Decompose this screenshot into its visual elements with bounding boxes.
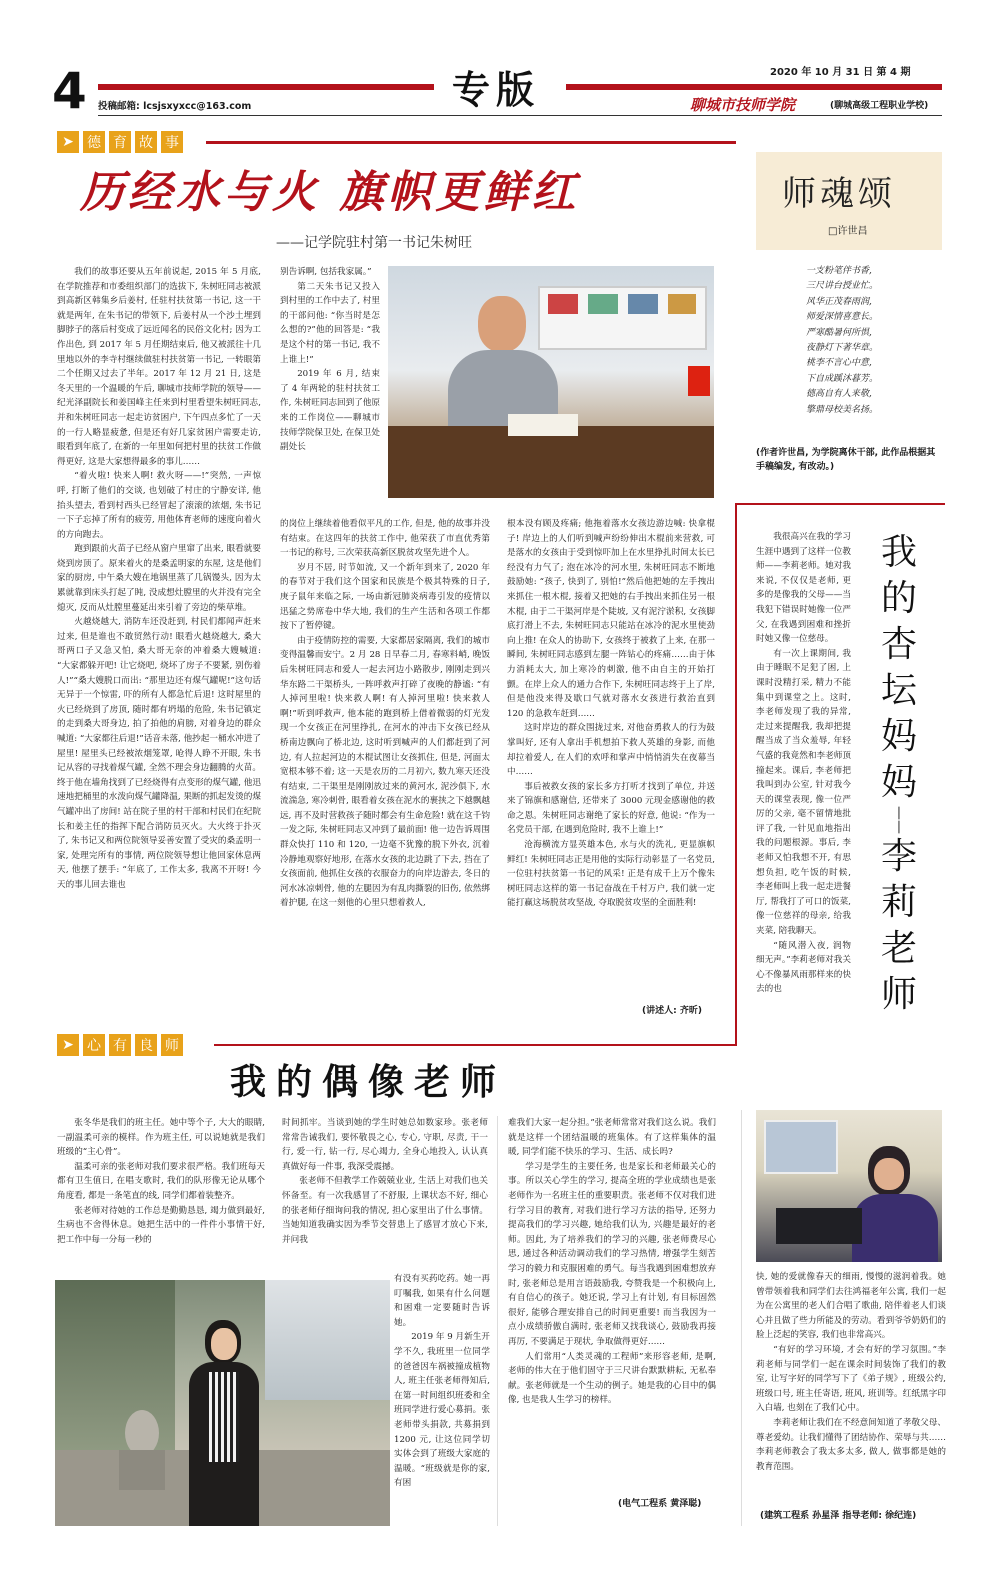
paragraph: 时间抓牢。当谈到她的学生时她总如数家珍。张老师常常告诫我们, 要怀敬畏之心, 专心, 守职, 尽责, 干一行, 爱一行, 钻一行, 尽心竭力, 全身心地投入, 认认真真做好每一件事, 我深受震撼。 bbox=[282, 1118, 488, 1172]
paragraph: 火越烧越大, 消防车还没赶到, 村民们都闻声赶来过来, 但是谁也不敢贸然行动! 眼看火越烧越大, 桑大哥两口子又急又怕, 桑大哥无奈的冲着桑大嫂喊道: “大家都躲开吧! 让它烧吧, 烧坏了房子不要紧, 别伤着人!”“桑大嫂脱口而出: “那里边还有煤气罐呢!”这句话无异于一个惊雷, 吓的所有人都急忙后退! 这时屋里的火已经烧到了房顶, 随时都有坍塌的危险, 朱书记镇定的走到桑大哥身边, 拍了拍他的肩膀, 对着身边的群众喊道: “大家都往后退!”话音未落, 他抄起一桶水冲进了屋里! 屋里头已经被浓烟笼罩, 呛得人睁不开眼, 朱书记从容的寻找着煤气罐, 全然不理会身边翻腾的火苗。终于他在墙角找到了已经烧得有点变形的煤气罐, 他迅速地把桶里的水泼向煤气罐降温, 果断的抓起发烫的煤气罐冲出了房间! 站在院子里的村干部和村民们在纪院长和姜主任的指挥下配合消防员灭火。大火终于扑灭了, 朱书记又和两位院领导妥善安置了受灾的桑孟明一家, 处理完所有的事情, 两位院领导想让他回家休息两天, 他摆了摆手: “年底了, 工作太多, 我离不开呀! 今天的事儿回去谁也 bbox=[57, 617, 261, 890]
article-subtitle: ——记学院驻村第一书记朱树旺 bbox=[276, 235, 472, 251]
paragraph: 张老师不但教学工作兢兢业业, 生活上对我们也关怀备至。有一次我感冒了不舒服, 上课状态不好, 细心的张老师仔细询问我的情况, 担心家里出了什么事情。当她知道我确实因为季节交替患上了感冒才放心下来, 并问我 bbox=[282, 1176, 488, 1245]
teacher-li-col bbox=[756, 530, 851, 1100]
poem-line: 擎鼎母校美名扬。 bbox=[806, 404, 879, 415]
paragraph: 2019 年 6 月, 结束了 4 年两轮的驻村扶贫工作, 朱树旺同志回到了他原来的工作岗位——聊城市技师学院保卫处, 在保卫处副处长 bbox=[280, 369, 380, 453]
photo-teacher-zhang bbox=[55, 1280, 390, 1526]
paragraph: 根本没有顾及疼痛; 他拖着落水女孩边游边喊: 快拿棍子! 岸边上的人们听到喊声纷纷伸出木棍前来营救, 可是落水的女孩由于受到惊吓加上在水里挣扎时间太长已经没有力气了; 泡在冰冷的河水里, 朱树旺同志不断地鼓励她: “孩子, 快到了, 别怕!”然后他把她的左手拽出来抓住一根木棍, 接着又把她的右手拽出来抓住另一根木棍, 由于二干渠河岸是个陡坡, 又有泥泞淤积, 女孩脚底打滑上不去, 朱树旺同志只能站在冰冷的泥水里使劲向上推! 在众人的协助下, 女孩终于被救了上来, 在那一瞬间, 朱树旺同志感到左腿一阵钻心的疼痛……由于体力消耗太大, 加上寒冷的刺激, 他不由自主的开始打颤。在岸上众人的通力合作下, 朱树旺同志终于上了岸, 但是他没来得及歇口气就对落水女孩进行救治直到 120 的急救车赶到…… bbox=[507, 519, 715, 719]
article-col-1 bbox=[57, 265, 261, 1017]
tag-char: 故 bbox=[135, 131, 157, 153]
poem-line: 风华正茂春雨润, bbox=[806, 296, 872, 307]
divider-section-2 bbox=[497, 1116, 498, 1526]
idol-byline: (电气工程系 黄泽聪) bbox=[618, 1499, 702, 1509]
page-title: 专版 bbox=[452, 68, 541, 112]
tag-char: 师 bbox=[161, 1034, 183, 1056]
photo-teacher-li bbox=[756, 1110, 942, 1262]
paragraph: 有一次上课期间, 我由于睡眠不足犯了困, 上课时没精打采, 精力不能集中到课堂之上。这时, 李老师发现了我的异常, 走过来提醒我, 我却把提醒当成了当众羞辱, 年轻气盛的我竟然和李老师顶撞起来。课后, 李老师把我叫到办公室, 针对我今天的课堂表现, 像一位严厉的父亲, 毫不留情地批评了我, 一针见血地指出我的问题根源。事后, 李老师又怕我想不开, 有思想负担, 吃午饭的时候, 李老师叫上我一起走进餐厅, 帮我打了可口的饭菜, 像一位慈祥的母亲, 给我夹菜, 陪我聊天。 bbox=[756, 648, 851, 937]
poem-title: 师魂颂 bbox=[782, 174, 896, 214]
header-rule-bottom bbox=[98, 115, 942, 116]
paragraph: 沧海横流方显英雄本色, 水与火的洗礼, 更显旗帜鲜红! 朱树旺同志正是用他的实际行动彰显了一名党员, 一位驻村扶贫第一书记的风采! 正是有成千上万个像朱树旺同志这样的第一书记奋战在千村万户, 我们就一定能打赢这场脱贫攻坚战, 夺取脱贫攻坚的全面胜利! bbox=[507, 840, 715, 909]
tag-char: 良 bbox=[135, 1034, 157, 1056]
school-subname: (聊城高级工程职业学校) bbox=[830, 101, 929, 111]
school-name: 聊城市技师学院 bbox=[690, 96, 796, 114]
vertical-title-char: 老 bbox=[880, 928, 917, 969]
vertical-title-char: 师 bbox=[880, 974, 917, 1015]
tag-char: 德 bbox=[83, 131, 105, 153]
tag-char: 有 bbox=[109, 1034, 131, 1056]
arrow-icon: ➤ bbox=[57, 131, 79, 153]
poem-body bbox=[806, 264, 946, 418]
vertical-title-char: 我 bbox=[880, 532, 917, 573]
paragraph: 2019 年 9 月新生开学不久, 我班里一位同学的爸爸因车祸被撞成植物人, 班主任张老师得知后, 在第一时间组织班委和全班同学进行爱心募捐。张老师带头捐款, 共募捐到 1200 元, 让这位同学切实体会到了班级大家庭的温暖。“班级就是你的家, 有困 bbox=[394, 1332, 490, 1489]
paragraph: “着火啦! 快来人啊! 救火呀——!”突然, 一声惊呼, 打断了他们的交谈, 也划破了村庄的宁静安详, 他抬头望去, 看到村西头已经冒起了滚滚的浓烟, 朱书记一下子忘掉了所有的疲劳, 用他体育老师的速度向着火的方向跑去。 bbox=[57, 471, 261, 540]
article-byline: (讲述人: 齐昕) bbox=[642, 1006, 702, 1016]
paragraph: 学习是学生的主要任务, 也是家长和老师最关心的事。所以关心学生的学习, 提高全班的学业成绩也是张老师作为一名班主任的重要职责。张老师不仅对我们进行学习目的教育, 对我们进行学习方法的指导, 还努力提高我们的学习兴趣, 她给我们认为, 兴趣是最好的老师。因此, 为了培养我们的学习的兴趣, 张老师费尽心思, 通过各种活动调动我们的学习热情, 增强学生刻苦学习的毅力和克服困难的勇气。每当我遇到困难想放弃时, 张老师总是用言语鼓励我, 夸赞我是一个积极向上, 有自信心的孩子。她还说, 学习上有计划, 有目标固然很好, 能够合理安排自己的时间更重要! 而当我因为一点小成绩骄傲自满时, 张老师又找我谈心, 鼓励我再接再厉, 不要满足于现状, 争取做得更好…… bbox=[508, 1161, 716, 1347]
arrow-icon: ➤ bbox=[57, 1034, 79, 1056]
header-rule-top-right bbox=[566, 84, 942, 90]
paragraph: 张老师对待她的工作总是勤勤恳恳, 竭力做到最好, 生病也不舍得休息。她把生活中的一件件小事情干好, 把工作中每一分每一秒的 bbox=[57, 1205, 265, 1245]
paragraph: 别告诉啊, 包括我家属。” bbox=[280, 267, 372, 277]
frame-rule-bottom bbox=[214, 1044, 737, 1046]
paragraph: 岁月不居, 时节如流, 又一个新年到来了, 2020 年的春节对于我们这个国家和民族是个极其特殊的日子, 庚子鼠年来临之际, 一场由新冠肺炎病毒引发的疫情以迅猛之势席卷中华大地, 我们的生产生活和各项工作都按下了暂停键。 bbox=[280, 562, 490, 632]
vertical-title-dash: —— bbox=[891, 806, 907, 834]
paragraph: 人们常用“人类灵魂的工程师”来形容老师, 是啊, 老师的伟大在于他们固守于三尺讲台默默耕耘, 无私奉献。张老师就是一个生动的例子。她是我的心目中的偶像, 也是我人生学习的榜样。 bbox=[508, 1351, 716, 1406]
poem-line: 夜静灯下著华章。 bbox=[806, 343, 879, 354]
paragraph: 第二天朱书记又投入到村里的工作中去了, 村里的干部问他: “你当时是怎么想的?”他的回答是: “我是这个村的第一书记, 我不上谁上!” bbox=[280, 281, 380, 365]
vertical-title-char: 妈 bbox=[880, 716, 917, 757]
vertical-title-char: 妈 bbox=[880, 762, 917, 803]
paragraph: 温柔可亲的张老师对我们要求很严格。我们班每天都有卫生值日, 在唱支歌时, 我们的队形像无论从哪个角度看, 都是一条笔直的线, 同学们都着装整齐。 bbox=[57, 1161, 265, 1201]
article-col-2-bottom bbox=[280, 517, 490, 1017]
vertical-title-char: 的 bbox=[880, 578, 917, 619]
article-headline: 历经水与火 旗帜更鲜红 bbox=[80, 167, 580, 218]
divider-section-3 bbox=[741, 1110, 742, 1526]
poem-line: 下自成蹊沐暮芳。 bbox=[806, 373, 879, 384]
teacher-li-byline: (建筑工程系 孙星泽 指导老师: 徐纪连) bbox=[760, 1511, 917, 1521]
section-rule bbox=[206, 141, 736, 144]
paragraph: 我们的故事还要从五年前说起, 2015 年 5 月底, 在学院推荐和市委组织部门的选拔下, 朱树旺同志被派到高新区韩集乡后姜村, 任驻村扶贫第一书记, 这一干就是两年, 在朱书记的带领下, 后姜村从一个沙土埋到脚脖子的落后村变成了远近闻名的民俗文化村; 因为工作出色, 到 2017 年 5 月任期结束后, 他又被派往十几里地以外的李寺村继续做驻村扶贫第一书记, 一转眼第二个任期又过去了半年。2017 年 12 月 21 日, 这是冬天里的一个温暖的午后, 聊城市技师学院的领导——纪光泽副院长和姜国峰主任来到村里看望朱树旺同志, 并和朱树旺同志一起走访贫困户, 下午四点多忙了一天的一行人略显疲惫, 但是还有好几家贫困户需要走访, 眼看到年底了, 在新的一年里如何把村里的扶贫工作做得更好, 这是大家想得最多的事儿…… bbox=[57, 267, 261, 467]
tag-char: 事 bbox=[161, 131, 183, 153]
teacher-li-col-bottom bbox=[756, 1270, 946, 1506]
idol-col-3 bbox=[508, 1116, 716, 1494]
poem-title-box bbox=[756, 152, 942, 250]
idol-headline: 我的偶像老师 bbox=[230, 1061, 507, 1103]
idol-col-2-top bbox=[282, 1116, 488, 1276]
poem-line: 德高自有人来敬, bbox=[806, 389, 872, 400]
vertical-title bbox=[864, 530, 934, 1018]
photo-zhu-shuwang bbox=[388, 266, 714, 498]
poem-line: 一支粉笔伴书香, bbox=[806, 266, 872, 276]
paragraph: 张冬华是我们的班主任。她中等个子, 大大的眼睛, 一副温柔可亲的模样。作为班主任, 可以说她就是我们班级的“主心骨”。 bbox=[57, 1118, 265, 1158]
vertical-title-char: 杏 bbox=[880, 624, 917, 665]
vertical-title-char: 李 bbox=[880, 836, 917, 877]
tag-char: 心 bbox=[83, 1034, 105, 1056]
frame-rule-horizontal bbox=[735, 503, 945, 505]
article-col-3 bbox=[507, 517, 715, 1001]
article-col-2-top bbox=[280, 265, 380, 517]
paragraph: 快, 她的爱就像春天的细雨, 慢慢的滋润着我。她曾带领着我和同学们去往鸿福老年公寓, 我们一起为在公寓里的老人们合唱了歌曲, 陪伴着老人们谈心并且做了些力所能及的劳动。看到爷爷奶奶们的脸上泛起的笑容, 我们也非常高兴。 bbox=[756, 1272, 946, 1341]
paragraph: 有没有买药吃药。她一再叮嘱我, 如果有什么问题和困难一定要随时告诉她。 bbox=[394, 1274, 490, 1328]
frame-rule-vertical bbox=[735, 503, 737, 1046]
tag-char: 育 bbox=[109, 131, 131, 153]
paragraph: 难我们大家一起分担。”张老师常常对我们这么说。我们就是这样一个团结温暖的班集体。有了这样集体的温暖, 同学们能不快乐的学习、生活、成长吗? bbox=[508, 1118, 716, 1158]
paragraph: 事后被救女孩的家长多方打听才找到了单位, 并送来了锦旗和感谢信, 还带来了 3000 元现金感谢他的救命之恩。朱树旺同志谢绝了家长的好意, 他说: “作为一名党员干部, 在遇到危险时, 我不上谁上!” bbox=[507, 781, 715, 836]
header-rule-top-left bbox=[98, 84, 434, 90]
poem-author: □许世昌 bbox=[828, 226, 868, 237]
poem-note: (作者许世昌, 为学院离休干部, 此作品根据其手稿编发, 有改动。) bbox=[756, 448, 936, 472]
idol-col-2-bottom bbox=[394, 1272, 490, 1526]
paragraph: 李莉老师让我们在不经意间知道了孝敬父母、尊老爱幼。让我们懂得了团结协作、荣辱与共……李莉老师教会了我太多太多, 做人, 做事都是她的教育范围。 bbox=[756, 1417, 946, 1472]
vertical-title-char: 莉 bbox=[880, 882, 917, 923]
idol-col-1 bbox=[57, 1116, 265, 1276]
paragraph: “有好的学习环境, 才会有好的学习氛围。”李莉老师与同学们一起在课余时间装饰了我们的教室, 让写字好的同学写下了《弟子规》, 班级公约, 班级口号, 班主任寄语, 班风, 班训等。红纸黑字印入白墙, 也刻在了我们心中。 bbox=[756, 1344, 946, 1414]
poem-line: 严寒酷暑何所惧, bbox=[806, 327, 872, 338]
paragraph: 由于疫情防控的需要, 大家都居家隔离, 我们的城市变得温馨而安宁。2 月 28 日早春二月, 春寒料峭, 晚饭后朱树旺同志和爱人一起去河边小路散步, 刚刚走到兴华东路二干渠桥头, 一阵呼救声打碎了夜晚的静谧: “有人掉河里啦! 快来救人啊! 有人掉河里啦! 快来救人啊!”听到呼救声, 他本能的跑到桥上借着微弱的灯光发现一个女孩正在河里挣扎, 在河水的冲击下女孩已经从桥南边飘向了桥北边, 这时听到喊声的人们都赶到了河边, 有人拉起河边的木棍试图让女孩抓住, 但是, 河面太宽根本够不着; 这一天是农历的二月初六, 数九寒天还没有结束, 二干渠里是刚刚放过来的黄河水, 泥沙俱下, 水流湍急, 寒冷刺骨, 眼看着女孩在泥水的裹挟之下越飘越远, 再不及时营救孩子随时都会有生命危险! 就在这千钧一发之际, 朱树旺同志又冲到了最前面! 他一边告诉周围群众快打 110 和 120, 一边毫不犹豫的脱下外衣, 沉着冷静地观察好地形, 在落水女孩的北边跳了下去, 挡在了女孩面前, 他抓住女孩的衣服奋力的向岸边游去, 冬日的河水冰凉刺骨, 他的左腿因为有乱肉撕裂的旧伤, 依然绑着护腿, 在这一刻他的心里只想着救人, bbox=[280, 635, 490, 909]
issue-date: 2020 年 10 月 31 日 第 4 期 bbox=[770, 67, 911, 78]
paragraph: “随风潜入夜, 润物细无声。”李莉老师对我关心不像暴风雨那样来的快去的也 bbox=[756, 940, 851, 995]
poem-line: 桃李不言心中意, bbox=[806, 358, 872, 369]
paragraph: 这时岸边的群众围拢过来, 对他奋勇救人的行为鼓掌叫好, 还有人拿出手机想拍下救人英雄的身影, 而他却拉着爱人, 在人们的欢呼和掌声中悄悄消失在夜幕当中…… bbox=[507, 723, 715, 778]
section-tag-moral-stories bbox=[57, 131, 183, 153]
poem-line: 三尺讲台授业忙。 bbox=[806, 281, 879, 292]
contribution-email[interactable]: 投稿邮箱: lcsjsxyxcc@163.com bbox=[98, 101, 252, 112]
paragraph: 我很高兴在我的学习生涯中遇到了这样一位教师——李莉老师。她对我来说, 不仅仅是老师, 更多的是像我的父母——当我犯下错误时她像一位严父, 在我遇到困难和挫折时她又像一位慈母。 bbox=[756, 532, 851, 645]
section-tag-good-teachers bbox=[57, 1034, 183, 1056]
paragraph: 跑到跟前火苗子已经从窗户里窜了出来, 眼看就要烧到房顶了。原来着火的是桑孟明家的东屋, 这是他们家的厨房, 中午桑大嫂在地锅里蒸了几锅馒头, 因为太累就靠到床头打起了盹, 没成想灶膛里的火并没有完全熄灭, 反而从灶膛里蔓延出来引着了旁边的柴草堆。 bbox=[57, 544, 261, 613]
page-number: 4 bbox=[52, 62, 87, 120]
paragraph: 的岗位上继续着他看似平凡的工作, 但是, 他的故事并没有结束。在这四年的扶贫工作中, 他荣获了市直优秀第一书记的称号, 三次荣获高新区脱贫攻坚先进个人。 bbox=[280, 519, 490, 559]
vertical-title-char: 坛 bbox=[880, 670, 917, 711]
poem-line: 师爱深情喜意长。 bbox=[806, 312, 879, 323]
